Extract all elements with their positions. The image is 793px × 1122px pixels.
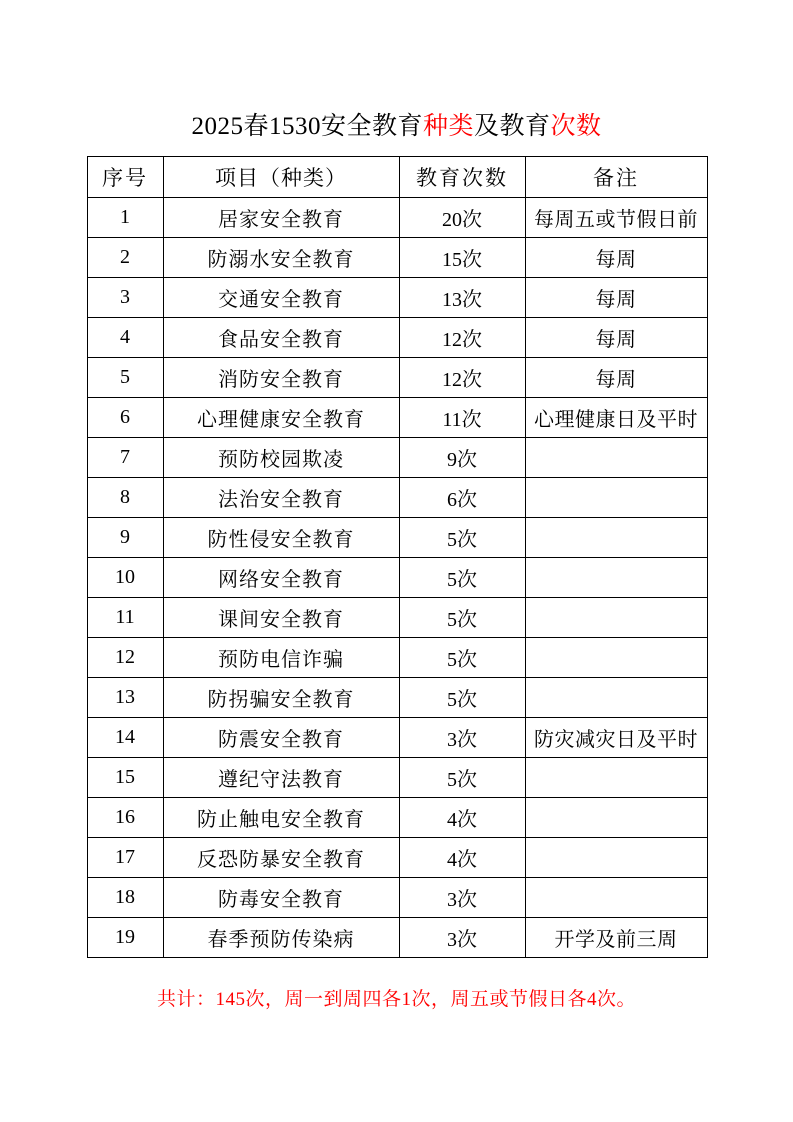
cell-count: 5次 <box>399 758 525 798</box>
cell-index: 13 <box>87 678 163 718</box>
cell-note: 每周 <box>525 238 707 278</box>
cell-item: 网络安全教育 <box>163 558 399 598</box>
table-row <box>87 198 707 238</box>
column-header-item: 项目（种类） <box>163 157 399 198</box>
cell-item: 预防电信诈骗 <box>163 638 399 678</box>
cell-count: 11次 <box>399 398 525 438</box>
table-row <box>87 318 707 358</box>
table-row <box>87 238 707 278</box>
cell-index: 16 <box>87 798 163 838</box>
cell-index: 7 <box>87 438 163 478</box>
cell-item: 防拐骗安全教育 <box>163 678 399 718</box>
cell-index: 2 <box>87 238 163 278</box>
cell-index: 9 <box>87 518 163 558</box>
cell-item: 心理健康安全教育 <box>163 398 399 438</box>
table-row <box>87 718 707 758</box>
cell-count: 3次 <box>399 878 525 918</box>
cell-note <box>525 838 707 878</box>
table-row <box>87 878 707 918</box>
table-header <box>87 157 707 198</box>
cell-item: 预防校园欺凌 <box>163 438 399 478</box>
column-header-index: 序号 <box>87 157 163 198</box>
cell-index: 11 <box>87 598 163 638</box>
title-segment-4-highlight: 次数 <box>550 113 602 140</box>
cell-note: 心理健康日及平时 <box>525 398 707 438</box>
table-row <box>87 518 707 558</box>
education-table-container <box>87 156 707 958</box>
cell-index: 6 <box>87 398 163 438</box>
cell-note: 开学及前三周 <box>525 918 707 958</box>
cell-item: 遵纪守法教育 <box>163 758 399 798</box>
cell-item: 法治安全教育 <box>163 478 399 518</box>
cell-note: 每周五或节假日前 <box>525 198 707 238</box>
cell-index: 19 <box>87 918 163 958</box>
cell-note <box>525 478 707 518</box>
table-header-row <box>87 157 707 198</box>
table-row <box>87 438 707 478</box>
cell-index: 1 <box>87 198 163 238</box>
cell-index: 14 <box>87 718 163 758</box>
cell-index: 3 <box>87 278 163 318</box>
table-row <box>87 678 707 718</box>
cell-count: 5次 <box>399 558 525 598</box>
table-row <box>87 758 707 798</box>
cell-item: 防性侵安全教育 <box>163 518 399 558</box>
title-segment-3: 及教育 <box>474 113 551 140</box>
cell-item: 课间安全教育 <box>163 598 399 638</box>
cell-note: 防灾减灾日及平时 <box>525 718 707 758</box>
cell-note: 每周 <box>525 278 707 318</box>
cell-note <box>525 638 707 678</box>
table-row <box>87 278 707 318</box>
table-row <box>87 638 707 678</box>
cell-note <box>525 558 707 598</box>
cell-note <box>525 518 707 558</box>
education-table <box>87 156 708 958</box>
cell-index: 10 <box>87 558 163 598</box>
cell-count: 4次 <box>399 798 525 838</box>
page-title <box>0 0 793 142</box>
cell-count: 12次 <box>399 358 525 398</box>
cell-index: 17 <box>87 838 163 878</box>
table-row <box>87 798 707 838</box>
cell-index: 12 <box>87 638 163 678</box>
cell-count: 12次 <box>399 318 525 358</box>
cell-item: 反恐防暴安全教育 <box>163 838 399 878</box>
cell-item: 防溺水安全教育 <box>163 238 399 278</box>
cell-count: 5次 <box>399 598 525 638</box>
cell-count: 13次 <box>399 278 525 318</box>
cell-index: 8 <box>87 478 163 518</box>
cell-item: 春季预防传染病 <box>163 918 399 958</box>
cell-index: 18 <box>87 878 163 918</box>
cell-count: 3次 <box>399 918 525 958</box>
cell-item: 交通安全教育 <box>163 278 399 318</box>
cell-count: 5次 <box>399 518 525 558</box>
cell-note <box>525 598 707 638</box>
table-row <box>87 918 707 958</box>
cell-note <box>525 678 707 718</box>
title-segment-1: 2025春1530安全教育 <box>191 113 423 140</box>
title-segment-2-highlight: 种类 <box>422 113 474 140</box>
cell-item: 防止触电安全教育 <box>163 798 399 838</box>
cell-item: 食品安全教育 <box>163 318 399 358</box>
cell-item: 居家安全教育 <box>163 198 399 238</box>
table-row <box>87 358 707 398</box>
cell-count: 9次 <box>399 438 525 478</box>
column-header-note: 备注 <box>525 157 707 198</box>
column-header-count: 教育次数 <box>399 157 525 198</box>
table-body <box>87 198 707 958</box>
cell-count: 5次 <box>399 678 525 718</box>
cell-item: 防毒安全教育 <box>163 878 399 918</box>
summary-text: 共计：145次，周一到周四各1次，周五或节假日各4次。 <box>156 989 636 1010</box>
table-row <box>87 398 707 438</box>
table-row <box>87 598 707 638</box>
table-row <box>87 558 707 598</box>
cell-index: 4 <box>87 318 163 358</box>
table-row <box>87 838 707 878</box>
cell-count: 3次 <box>399 718 525 758</box>
table-row <box>87 478 707 518</box>
cell-count: 20次 <box>399 198 525 238</box>
cell-note <box>525 758 707 798</box>
cell-item: 消防安全教育 <box>163 358 399 398</box>
cell-note <box>525 798 707 838</box>
cell-note <box>525 438 707 478</box>
cell-count: 15次 <box>399 238 525 278</box>
cell-index: 5 <box>87 358 163 398</box>
cell-note <box>525 878 707 918</box>
cell-count: 4次 <box>399 838 525 878</box>
cell-count: 5次 <box>399 638 525 678</box>
cell-index: 15 <box>87 758 163 798</box>
cell-item: 防震安全教育 <box>163 718 399 758</box>
cell-note: 每周 <box>525 358 707 398</box>
cell-count: 6次 <box>399 478 525 518</box>
cell-note: 每周 <box>525 318 707 358</box>
